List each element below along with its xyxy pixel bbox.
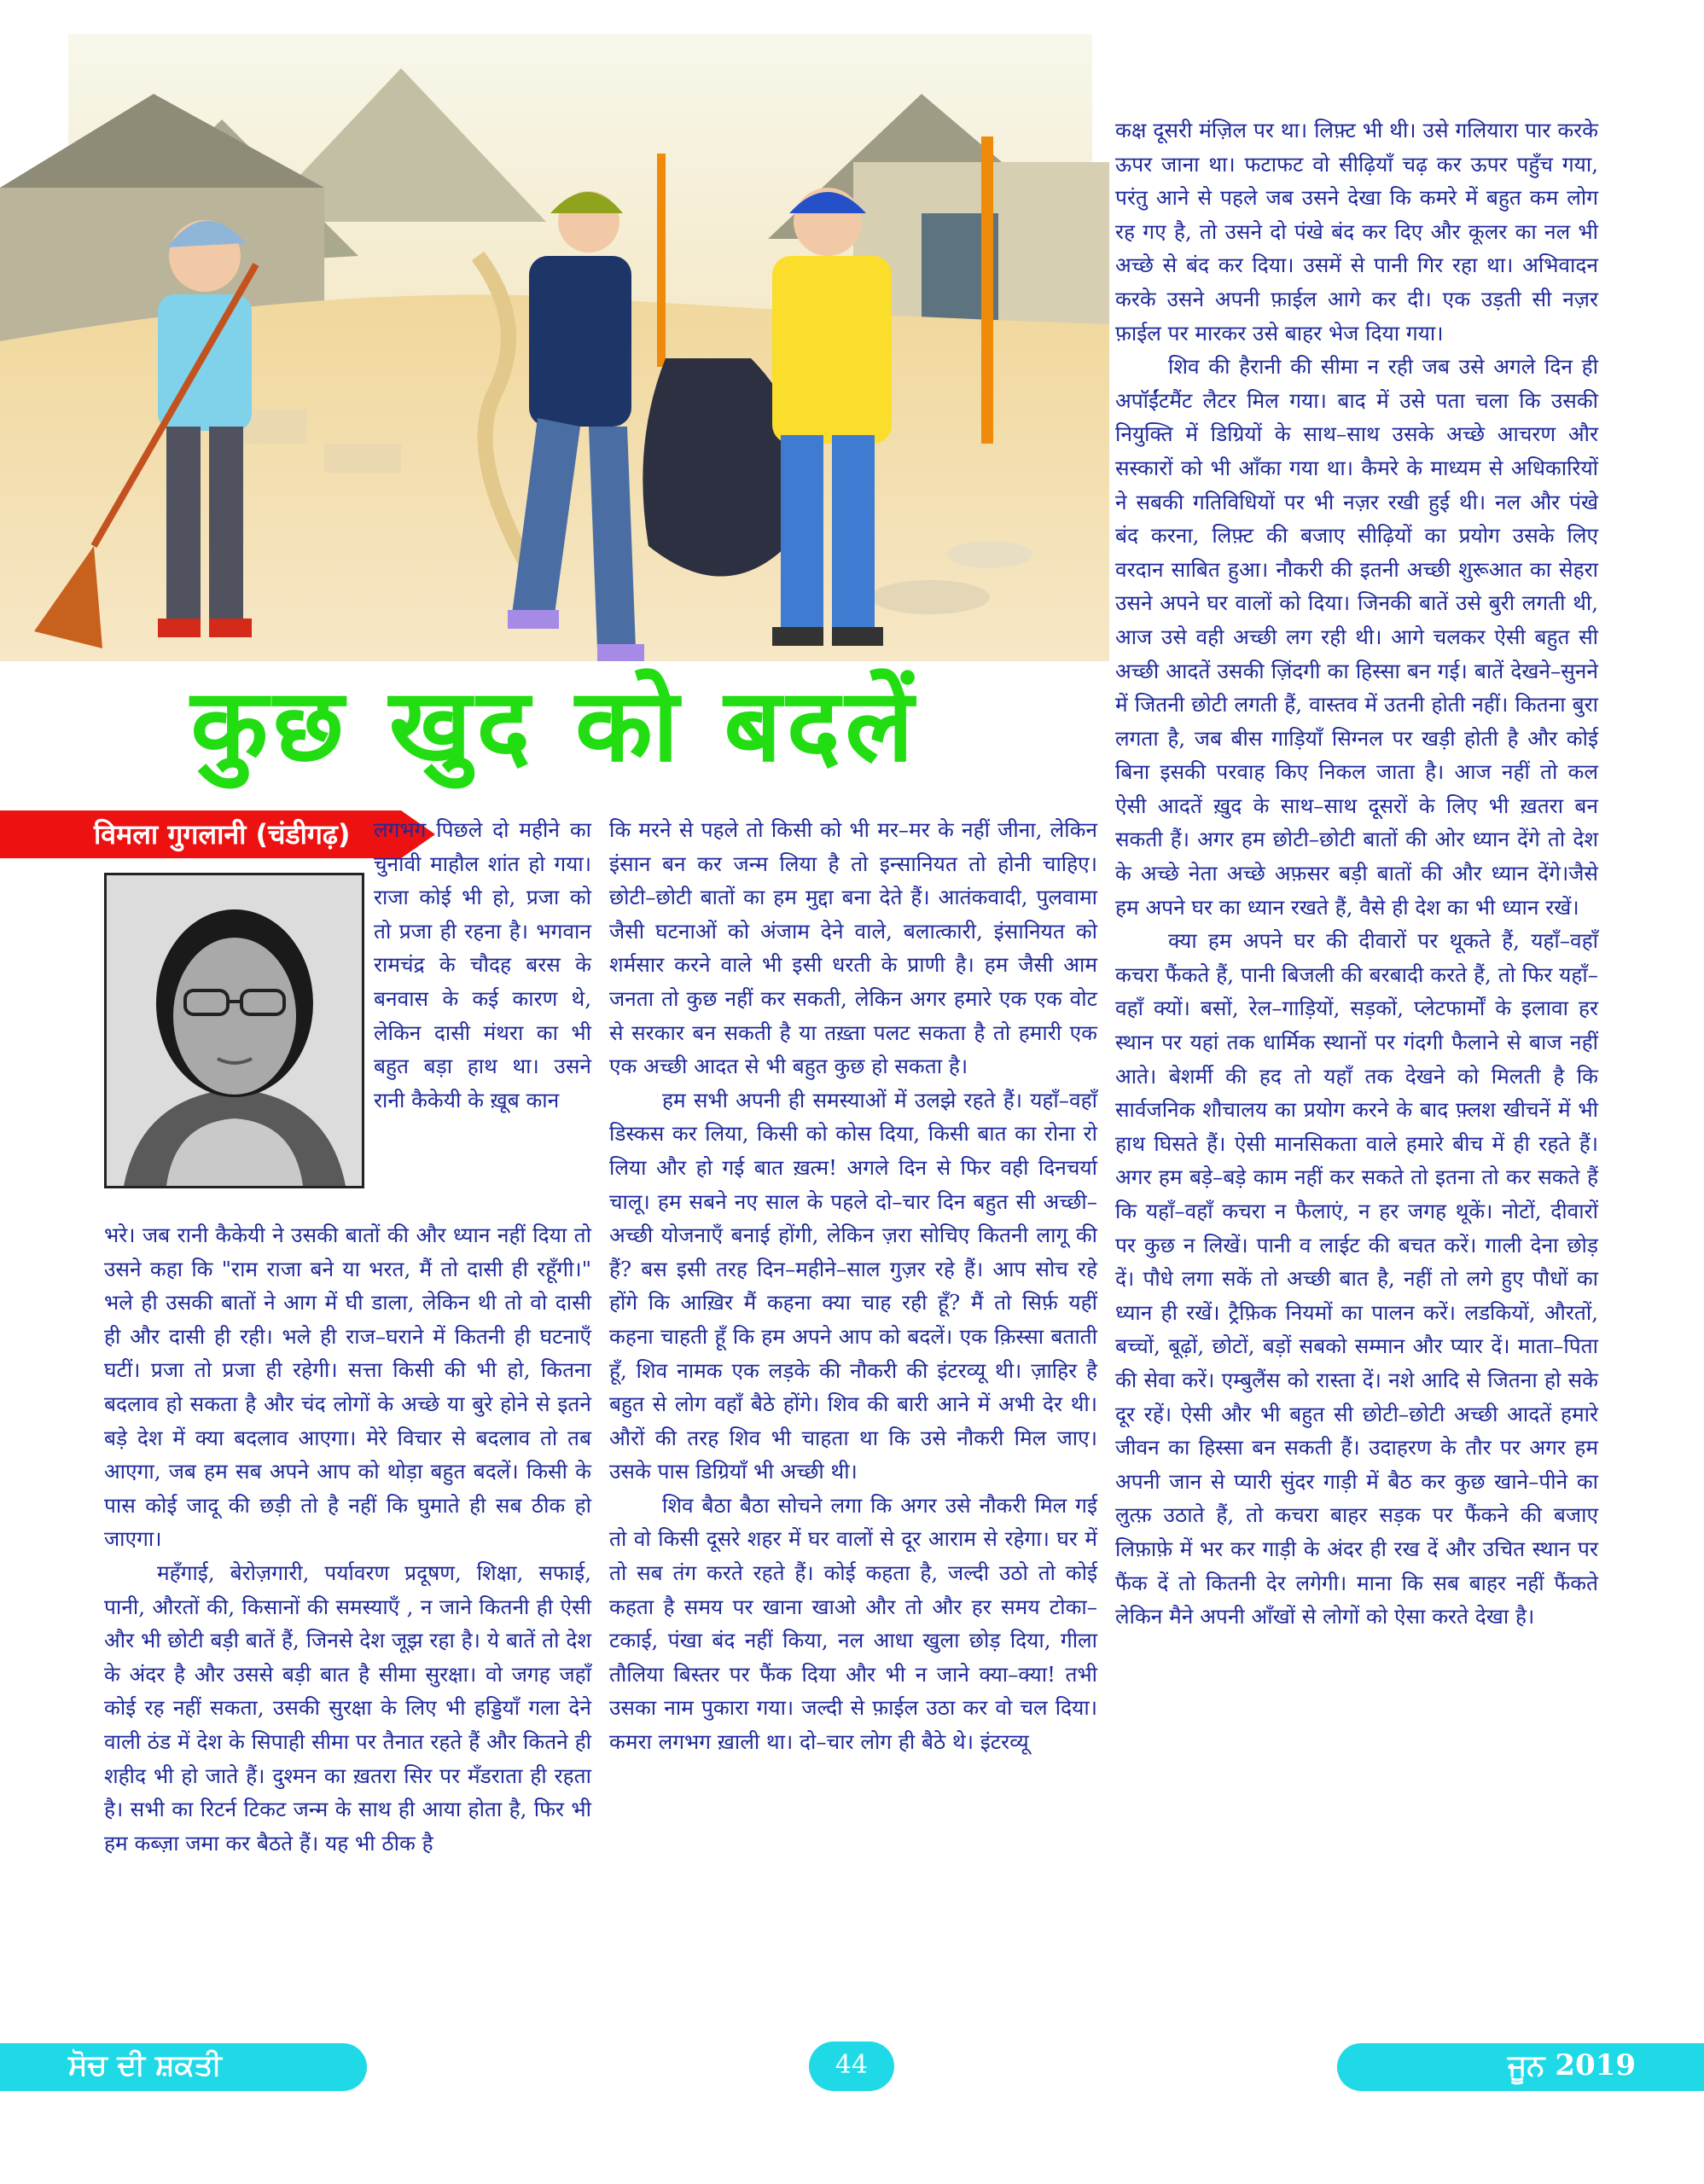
article-column-1-top bbox=[374, 813, 591, 1117]
article-paragraph: कक्ष दूसरी मंज़िल पर था। लिफ़्ट भी थी। उसे गलियारा पार करके ऊपर जाना था। फटाफट वो सीढ़ियाँ चढ़ कर ऊपर पहुँच गया, परंतु आने से पहले जब उसने देखा कि कमरे में बहुत कम लोग रह गए है, तो उसने दो पंखे बंद कर दिए और कूलर का नल भी अच्छे से बंद कर दिया। उसमें से पानी गिर रहा था। अभिवादन करके उसने अपनी फ़ाईल आगे कर दी। एक उड़ती सी नज़र फ़ाईल पर मारकर उसे बाहर भेज दिया गया। bbox=[1115, 118, 1598, 346]
article-paragraph: लगभग पिछले दो महीने का चुनावी माहौल शांत हो गया। राजा कोई भी हो, प्रजा को तो प्रजा ही रहना है। भगवान रामचंद्र के चौदह बरस के बनवास के कई कारण थे, लेकिन दासी मंथरा का भी बहुत बड़ा हाथ था। उसने रानी कैकेयी के ख़ूब कान bbox=[374, 817, 591, 1112]
article-column-2 bbox=[609, 813, 1097, 1759]
magazine-name: ਸੋਚ ਦੀ ਸ਼ਕਤੀ bbox=[68, 2048, 222, 2082]
author-photo bbox=[104, 873, 364, 1188]
article-paragraph: कि मरने से पहले तो किसी को भी मर–मर के नहीं जीना, लेकिन इंसान बन कर जन्म लिया है तो इन्सानियत तो होनी चाहिए। छोटी–छोटी बातों का हम मुद्दा बना देते हैं। आतंकवादी, पुलवामा जैसी घटनाओं को अंजाम देने वाले, बलात्कारी, इंसानियत को शर्मसार करने वाले भी इसी धरती के प्राणी है। हम जैसी आम जनता तो कुछ नहीं कर सकती, लेकिन अगर हमारे एक एक वोट से सरकार बन सकती है या तख़्ता पलट सकता है तो हमारी एक एक अच्छी आदत से भी बहुत कुछ हो सकता है। bbox=[609, 817, 1097, 1079]
page-number: 44 bbox=[835, 2050, 869, 2080]
article-column-3 bbox=[1115, 113, 1598, 1634]
article-title: कुछ खुद को बदलें bbox=[190, 666, 919, 784]
footer-page-number bbox=[809, 2042, 894, 2091]
article-paragraph: शिव बैठा बैठा सोचने लगा कि अगर उसे नौकरी मिल गई तो वो किसी दूसरे शहर में घर वालों से दूर आराम से रहेगा। घर में तो सब तंग करते रहते हैं। कोई कहता है, जल्दी उठो तो कोई कहता है समय पर खाना खाओ और तो और हर समय टोका–टकाई, पंखा बंद नहीं किया, नल आधा खुला छोड़ दिया, गीला तौलिया बिस्तर पर फैंक दिया और भी न जाने क्या–क्या! तभी उसका नाम पुकारा गया। जल्दी से फ़ाईल उठा कर वो चल दिया। कमरा लगभग ख़ाली था। दो–चार लोग ही बैठे थे। इंटरव्यू bbox=[609, 1492, 1097, 1755]
author-byline bbox=[0, 810, 435, 858]
cleanliness-illustration bbox=[0, 0, 1109, 661]
article-paragraph: भरे। जब रानी कैकेयी ने उसकी बातों की और ध्यान नहीं दिया तो उसने कहा कि "राम राजा बने या भरत, मैं तो दासी ही रहूँगी।" भले ही उसकी बातों ने आग में घी डाला, लेकिन थी तो वो दासी ही और दासी ही रही। भले ही राज–घराने में कितनी ही घटनाएँ घटीं। प्रजा तो प्रजा ही रहेगी। सत्ता किसी की भी हो, कितना बदलाव हो सकता है और चंद लोगों के अच्छे या बुरे होने से इतने बड़े देश में क्या बदलाव आएगा। मेरे विचार से बदलाव तो तब आएगा, जब हम सब अपने आप को थोड़ा बहुत बदलें। किसी के पास कोई जादू की छड़ी तो है नहीं कि घुमाते ही सब ठीक हो जाएगा। bbox=[104, 1223, 591, 1552]
article-paragraph: क्या हम अपने घर की दीवारों पर थूकते हैं, यहाँ–वहाँ कचरा फैंकते हैं, पानी बिजली की बरबादी करते हैं, तो फिर यहाँ–वहाँ क्यों। बसों, रेल–गाड़ियों, सड़कों, प्लेटफार्मों के इलावा हर स्थान पर यहां तक धार्मिक स्थानों पर गंदगी फैलाने से बाज नहीं आते। बेशर्मी की हद तो यहाँ तक देखने को मिलती है कि सार्वजनिक शौचालय का प्रयोग करने के बाद फ़्लश खीचनें में भी हाथ घिसते हैं। ऐसी मानसिकता वाले हमारे बीच में ही रहते हैं। अगर हम बड़े–बड़े काम नहीं कर सकते तो इतना तो कर सकते हैं कि यहाँ–वहाँ कचरा न फैलाएं, न हर जगह थूकें। नोटों, दीवारों पर कुछ न लिखें। पानी व लाईट की बचत करें। गाली देना छोड़ दें। पौधे लगा सकें तो अच्छी बात है, नहीं तो लगे हुए पौधों का ध्यान ही रखें। ट्रैफ़िक नियमों का पालन करें। लडकियों, औरतों, बच्चों, बूढ़ों, छोटों, बड़ों सबको सम्मान और प्यार दें। माता–पिता की सेवा करें। एम्बुलैंस को रास्ता दें। नशे आदि से जितना हो सके दूर रहें। ऐसी और भी बहुत सी छोटी–छोटी अच्छी आदतें हमारे जीवन का हिस्सा बन सकती हैं। उदाहरण के तौर पर अगर हम अपनी जान से प्यारी सुंदर गाड़ी में बैठ कर कुछ खाने–पीने का लुत्फ़ उठाते हैं, तो कचरा बाहर सड़क पर फैंकने की बजाए लिफ़ाफ़े में भर कर गाड़ी के अंदर ही रख दें और उचित स्थान पर फैंक दें तो कितनी देर लगेगी। माना कि सब बाहर नहीं फैंकते लेकिन मैने अपनी आँखों से लोगों को ऐसा करते देखा है। bbox=[1115, 928, 1598, 1629]
footer-issue-date bbox=[1337, 2043, 1704, 2091]
article-column-1 bbox=[104, 1218, 591, 1860]
article-paragraph: महँगाई, बेरोज़गारी, पर्यावरण प्रदूषण, शिक्षा, सफाई, पानी, औरतों की, किसानों की समस्याएँ , न जाने कितनी ही ऐसी और भी छोटी बड़ी बातें हैं, जिनसे देश जूझ रहा है। ये बातें तो देश के अंदर है और उससे बड़ी बात है सीमा सुरक्षा। वो जगह जहाँ कोई रह नहीं सकता, उसकी सुरक्षा के लिए भी हड्डियाँ गला देने वाली ठंड में देश के सिपाही सीमा पर तैनात रहते हैं और कितने ही शहीद भी हो जाते हैं। दुश्मन का ख़तरा सिर पर मँडराता ही रहता है। सभी का रिटर्न टिकट जन्म के साथ ही आया होता है, फिर भी हम कब्ज़ा जमा कर बैठते हैं। यह भी ठीक है bbox=[104, 1560, 591, 1856]
footer-magazine-name bbox=[0, 2043, 367, 2091]
issue-date: ਜੂਨ 2019 bbox=[1508, 2048, 1636, 2082]
author-name: विमला गुगलानी (चंडीगढ़) bbox=[94, 818, 351, 851]
article-paragraph: शिव की हैरानी की सीमा न रही जब उसे अगले दिन ही अपॉईंटमैंट लैटर मिल गया। बाद में उसे पता चला कि उसकी नियुक्ति में डिग्रियों के साथ–साथ उसके अच्छे आचरण और सस्कारों को भी आँका गया था। कैमरे के माध्यम से अधिकारियों ने सबकी गतिविधियों पर भी नज़र रखी हुई थी। नल और पंखे बंद करना, लिफ़्ट की बजाए सीढ़ियों का प्रयोग उसके लिए वरदान साबित हुआ। नौकरी की इतनी अच्छी शुरूआत का सेहरा उसने अपने घर वालों को दिया। जिनकी बातें उसे बुरी लगती थी, आज उसे वही अच्छी लग रही थी। आगे चलकर ऐसी बहुत सी अच्छी आदतें उसकी ज़िंदगी का हिस्सा बन गई। बातें देखने–सुनने में जितनी छोटी लगती हैं, वास्तव में उतनी होती नहीं। कितना बुरा लगता है, जब बीस गाड़ियाँ सिग्नल पर खड़ी होती है और कोई बिना इसकी परवाह किए निकल जाता है। आज नहीं तो कल ऐसी आदतें ख़ुद के साथ–साथ दूसरों के लिए भी ख़तरा बन सकती हैं। अगर हम छोटी–छोटी बातों की ओर ध्यान देंगे तो देश के अच्छे नेता अच्छे अफ़सर बड़ी बातों की और ध्यान देंगे।जैसे हम अपने घर का ध्यान रखते हैं, वैसे ही देश का भी ध्यान रखें। bbox=[1115, 354, 1598, 920]
article-paragraph: हम सभी अपनी ही समस्याओं में उलझे रहते हैं। यहाँ–वहाँ डिस्कस कर लिया, किसी को कोस दिया, किसी बात का रोना रो लिया और हो गई बात ख़त्म! अगले दिन से फिर वही दिनचर्या चालू। हम सबने नए साल के पहले दो–चार दिन बहुत सी अच्छी–अच्छी योजनाएँ बनाई होंगी, लेकिन ज़रा सोचिए कितनी लागू की हैं? बस इसी तरह दिन–महीने–साल गुज़र रहे हैं। आप सोच रहे होंगे कि आख़िर मैं कहना क्या चाह रही हूँ? मैं तो सिर्फ़ यहीं कहना चाहती हूँ कि हम अपने आप को बदलें। एक क़िस्सा बताती हूँ, शिव नामक एक लड़के की नौकरी की इंटरव्यू थी। ज़ाहिर है बहुत से लोग वहाँ बैठे होंगे। शिव की बारी आने में अभी देर थी। औरों की तरह शिव भी चाहता था कि उसे नौकरी मिल जाए। उसके पास डिग्रियाँ भी अच्छी थी। bbox=[609, 1087, 1097, 1484]
